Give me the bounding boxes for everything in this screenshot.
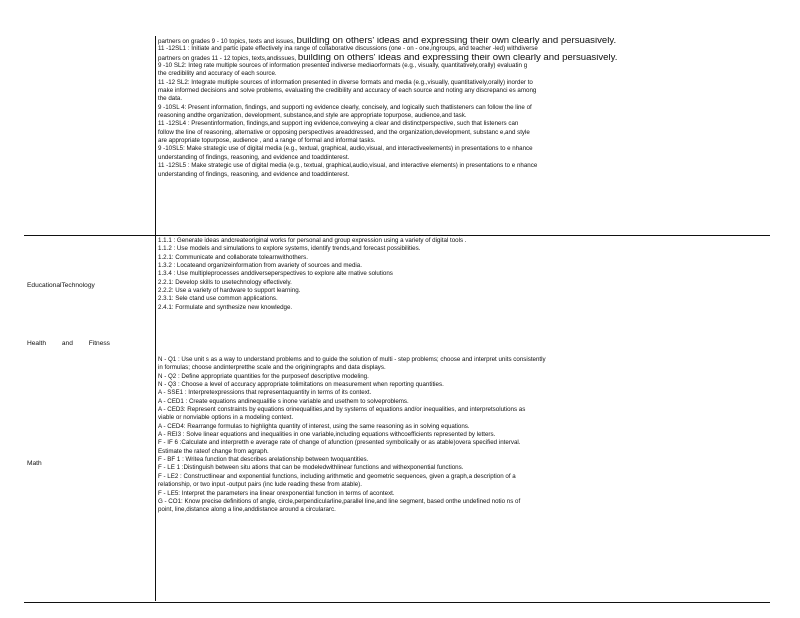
ela-standards-block: [158, 37, 764, 179]
math-standard-line: A - CED3: Represent constraints by equations orinequalities,and by systems of equations and/or inequalities, and interpretsolutions as: [158, 406, 526, 414]
ela-standard-text: understanding of findings, reasoning, and evidence and toaddinterest.: [158, 153, 350, 161]
math-standard-line: in formulas; choose andinterpretthe scale and the originingraphs and data displays.: [158, 364, 386, 372]
ela-standard-text: follow the line of reasoning, alternative or opposing perspectives areaddressed, and the organization,development, substanc e,and style: [158, 128, 530, 136]
ela-standard-text: reasoning andthe organization, development, substance,and style are appropriate topurpose, audience,and task.: [158, 112, 467, 120]
subject-label-health-fitness: Health and Fitness: [27, 340, 110, 347]
math-standard-line: F - LE2 : Constructlinear and exponential functions, including arithmetic and geometric sequences, given a graph,a description of a: [158, 472, 516, 480]
ela-standard-text: partners on grades 11 - 12 topics, texts,andissues,: [158, 54, 298, 62]
subject-label-math: Math: [27, 460, 42, 467]
ela-standard-line: [158, 145, 764, 153]
ela-standard-line: [158, 70, 764, 78]
ela-standard-line: [158, 45, 764, 53]
ela-standard-line: [158, 129, 764, 137]
math-standards-block: [158, 356, 764, 515]
math-standard-line: A - CED4: Rearrange formulas to highlighta quantity of interest, using the same reasoning as in solving equations.: [158, 422, 470, 430]
math-standard-line: G - CO1: Know precise definitions of angle, circle,perpendicularline,parallel line,and line segment, based onthe undefined notio ns of: [158, 497, 521, 505]
ela-standard-line: [158, 154, 764, 162]
ela-standard-line: [158, 112, 764, 120]
math-standard-line: N - Q2 : Define appropriate quantities for the purposeof descriptive modeling.: [158, 372, 369, 380]
ela-standard-line: [158, 162, 764, 170]
ela-standard-text: 11 -12SL1 : Initiate and partic ipate effectively ina range of collaborative discussions (one - on - one,ingroups, and teacher -led) withdiverse: [158, 45, 538, 53]
math-standard-line: F - LE 1 :Distinguish between situ ations that can be modeledwithlinear functions and withexponential functions.: [158, 464, 464, 472]
ela-standard-text: the data.: [158, 95, 183, 103]
ed-tech-standard-line: 1.3.4 : Use multipleprocesses anddiverseperspectives to explore alte rnative solutions: [158, 270, 393, 278]
ed-tech-standard-line: 2.2.1: Develop skills to usetechnology effectively.: [158, 278, 292, 286]
ela-standard-emphasis-text: building on others' ideas and expressing their own clearly and persuasively.: [297, 53, 618, 63]
ela-standard-text: 11 -12SL4 : Presentinformation, findings,and support ing evidence,conveying a clear and distinctperspective, such that listeners can: [158, 120, 519, 128]
ela-standard-text: make informed decisions and solve problems, evaluating the credibility and accuracy of each source and noting any discrepanci es among: [158, 87, 537, 95]
ela-standard-line: [158, 137, 764, 145]
ela-standard-line: [158, 120, 764, 128]
math-standard-line: point, line,distance along a line,anddistance around a circulararc.: [158, 506, 336, 514]
math-standard-line: A - SSE1 : Interpretexpressions that representaquantity in terms of its context.: [158, 389, 372, 397]
ed-tech-standard-line: 1.1.1 : Generate ideas andcreateoriginal works for personal and group expression using a variety of digital tools .: [158, 237, 467, 244]
math-standard-line: relationship, or two input -output pairs (inc lude reading these from atable).: [158, 481, 362, 489]
math-standard-line: N - Q1 : Use unit s as a way to understand problems and to guide the solution of multi - step problems; choose and interpret units consistently: [158, 356, 546, 363]
ela-standard-text: 9 -10 SL2: Integ rate multiple sources of information presented indiverse mediaorformats (e.g., visually, quantitatively,orally) evaluatin g: [158, 62, 528, 70]
ela-standard-line: [158, 62, 764, 70]
math-standard-line: N - Q3 : Choose a level of accuracy appropriate tolimitations on measurement when reporting quantities.: [158, 381, 444, 389]
ed-tech-standard-line: 2.2.2: Use a variety of hardware to support learning.: [158, 287, 301, 295]
math-standard-line: F - LE5: Interpret the parameters ina linear orexponential function in terms of acontext.: [158, 489, 395, 497]
ed-tech-standards-block: [158, 237, 764, 312]
ela-standard-text: understanding of findings, reasoning, and evidence and toaddinterest.: [158, 170, 350, 178]
math-standard-line: A - CED1 : Create equations andinequalitie s inone variable and usethem to solveproblems.: [158, 397, 409, 405]
ela-standard-emphasis-text: building on others' ideas and expressing their own clearly and persuasively.: [296, 37, 617, 46]
ela-standard-text: 9 -10SL 4: Present information, findings, and supporti ng evidence clearly, concisely, and logically such thatlisteners can follow the line of: [158, 103, 532, 111]
ed-tech-standard-line: 2.3.1: Sele ctand use common applications.: [158, 295, 278, 303]
ed-tech-standard-line: 1.1.2 : Use models and simulations to explore systems, identify trends,and forecast possibilities.: [158, 245, 421, 253]
ela-standard-line: [158, 104, 764, 112]
row-divider-bottom: [24, 602, 770, 603]
column-divider: [155, 36, 156, 601]
ela-standard-line: [158, 95, 764, 103]
math-standard-line: A - REI3 : Solve linear equations and inequalities in one variable,including equations withcoefficients represented by letters.: [158, 431, 496, 439]
row-divider-top: [24, 235, 770, 236]
math-standard-line: Estimate the rateof change from agraph.: [158, 447, 269, 455]
ed-tech-standard-line: 2.4.1: Formulate and synthesize new knowledge.: [158, 303, 293, 311]
math-standard-line: viable or nonviable options in a modeling context.: [158, 414, 294, 422]
ela-standard-text: are appropriate topurpose, audience , and a range of formal and informal tasks.: [158, 137, 376, 145]
math-standard-line: F - IF 6 :Calculate and interpretth e average rate of change of afunction (presented symbolically or as atable)overa specified interval.: [158, 439, 521, 447]
ed-tech-standard-line: 1.2.1: Communicate and collaborate tolearnwithothers.: [158, 253, 308, 261]
ela-standard-line: [158, 87, 764, 95]
ela-standard-line: [158, 37, 764, 45]
ela-standard-line: [158, 54, 764, 62]
ela-standard-text: 11 -12 SL2: Integrate multiple sources of information presented in diverse formats and media (e.g.,visually, quantitatively,orally) inorder to: [158, 78, 533, 86]
ela-standard-line: [158, 79, 764, 87]
ela-standard-text: partners on grades 9 - 10 topics, texts and issues,: [158, 38, 297, 45]
subject-label-educational-technology: EducationalTechnology: [27, 282, 95, 289]
math-standard-line: F - BF 1 : Writea function that describes arelationship between twoquantities.: [158, 456, 369, 464]
ela-standard-text: the credibility and accuracy of each source.: [158, 70, 277, 78]
ela-standard-text: 9 -10SL5: Make strategic use of digital media (e.g., textual, graphical, audio,visual, and interactiveelements) in presentations to e nhance: [158, 145, 533, 153]
ela-standard-text: 11 -12SL5 : Make strategic use of digital media (e.g., textual, graphical,audio,visual, and interactive elements) in presentations to e nhance: [158, 162, 538, 170]
ed-tech-standard-line: 1.3.2 : Locateand organizeinformation from avariety of sources and media.: [158, 262, 362, 270]
ela-standard-line: [158, 171, 764, 179]
